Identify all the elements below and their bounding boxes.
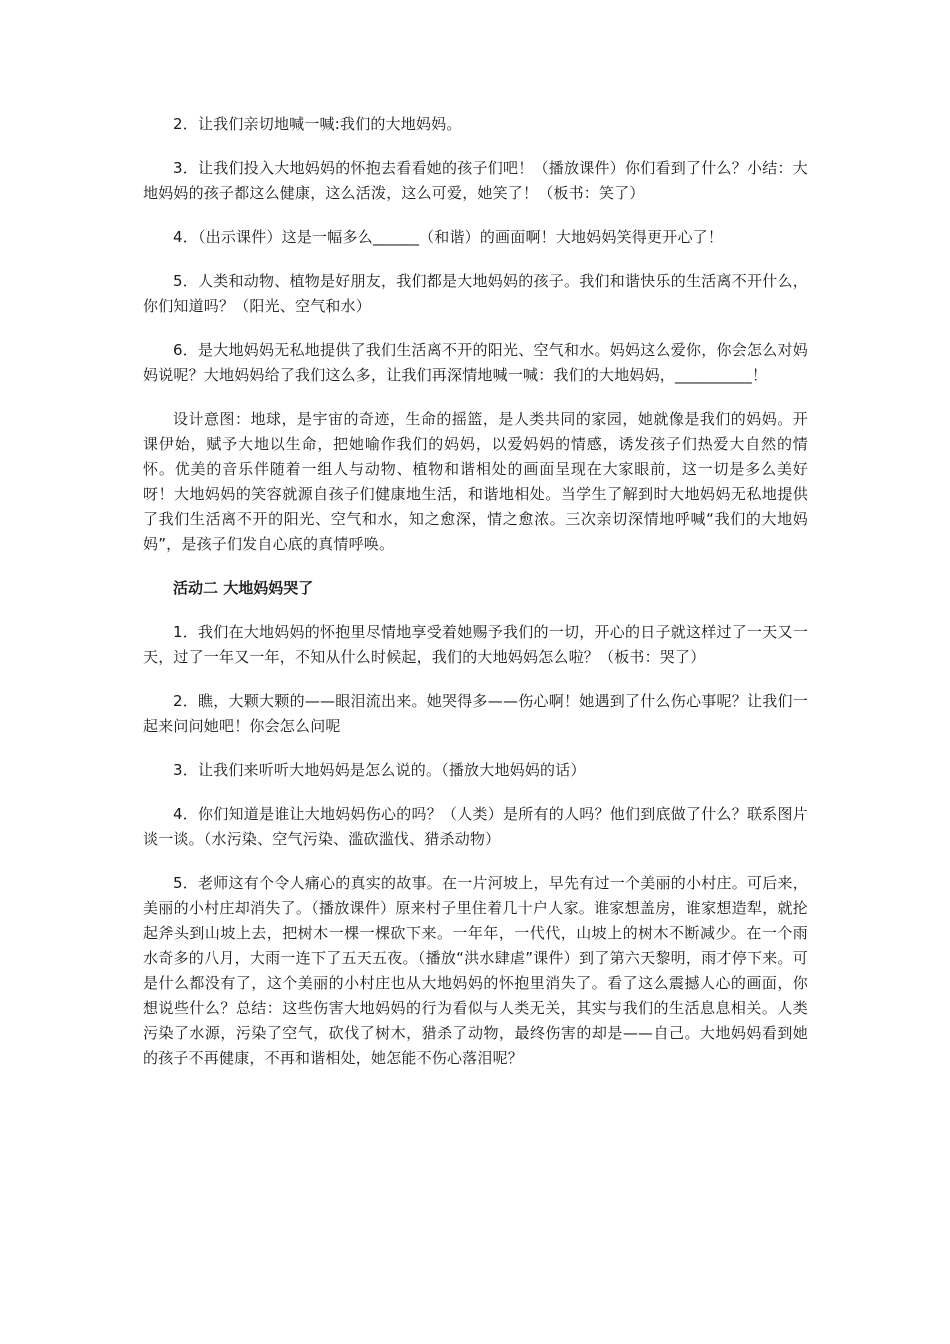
paragraph-step-4: 4．（出示课件）这是一幅多么______（和谐）的画面啊！大地妈妈笑得更开心了！	[173, 228, 724, 246]
section-paragraph-5: 5．老师这有个令人痛心的真实的故事。在一片河坡上，早先有过一个美丽的小村庄。可后来，美丽的小村庄却消失了。（播放课件）原来村子里住着几十户人家。谁家想盖房，谁家想造犁，就抡起斧头到山坡上去，把树木一棵一棵砍下来。一年年，一代代，山坡上的树木不断减少。在一个雨水奇多的八月，大雨一连下了五天五夜。（播放“洪水肆虐”课件）到了第六天黎明，雨才停下来。可是什么都没有了，这个美丽的小村庄也从大地妈妈的怀抱里消失了。看了这么震撼人心的画面，你想说些什么？总结：这些伤害大地妈妈的行为看似与人类无关，其实与我们的生活息息相关。人类污染了水源，污染了空气，砍伐了树木，猎杀了动物，最终伤害的却是——自己。大地妈妈看到她的孩子不再健康，不再和谐相处，她怎能不伤心落泪呢？	[143, 874, 808, 1067]
section-paragraph-2: 2．瞧，大颗大颗的——眼泪流出来。她哭得多——伤心啊！她遇到了什么伤心事呢？让我们一起来问问她吧！你会怎么问呢	[143, 692, 808, 735]
paragraph-step-6: 6．是大地妈妈无私地提供了我们生活离不开的阳光、空气和水。妈妈这么爱你，你会怎么对妈妈说呢？大地妈妈给了我们这么多，让我们再深情地喊一喊：我们的大地妈妈，__________！	[143, 341, 808, 384]
paragraph-design-intent: 设计意图：地球，是宇宙的奇迹，生命的摇篮，是人类共同的家园，她就像是我们的妈妈。开课伊始，赋予大地以生命，把她喻作我们的妈妈，以爱妈妈的情感，诱发孩子们热爱大自然的情怀。优美的音乐伴随着一组人与动物、植物和谐相处的画面呈现在大家眼前，这一切是多么美好呀！大地妈妈的笑容就源自孩子们健康地生活，和谐地相处。当学生了解到时大地妈妈无私地提供了我们生活离不开的阳光、空气和水，知之愈深，情之愈浓。三次亲切深情地呼喊“我们的大地妈妈”，是孩子们发自心底的真情呼唤。	[143, 410, 808, 553]
paragraph-step-2: 2．让我们亲切地喊一喊:我们的大地妈妈。	[173, 115, 462, 133]
document-page	[143, 112, 808, 1090]
paragraph-step-3: 3．让我们投入大地妈妈的怀抱去看看她的孩子们吧！（播放课件）你们看到了什么？小结：大地妈妈的孩子都这么健康，这么活泼，这么可爱，她笑了！（板书：笑了）	[143, 159, 808, 202]
section-paragraph-3: 3．让我们来听听大地妈妈是怎么说的。（播放大地妈妈的话）	[173, 761, 586, 779]
section-paragraph-1: 1．我们在大地妈妈的怀抱里尽情地享受着她赐予我们的一切，开心的日子就这样过了一天又一天，过了一年又一年，不知从什么时候起，我们的大地妈妈怎么啦？（板书：哭了）	[143, 623, 808, 666]
section-paragraph-4: 4．你们知道是谁让大地妈妈伤心的吗？（人类）是所有的人吗？他们到底做了什么？联系图片谈一谈。（水污染、空气污染、滥砍滥伐、猎杀动物）	[143, 805, 808, 848]
paragraph-step-5: 5．人类和动物、植物是好朋友，我们都是大地妈妈的孩子。我们和谐快乐的生活离不开什么，你们知道吗？（阳光、空气和水）	[143, 272, 808, 315]
section-heading: 活动二 大地妈妈哭了	[173, 579, 314, 597]
